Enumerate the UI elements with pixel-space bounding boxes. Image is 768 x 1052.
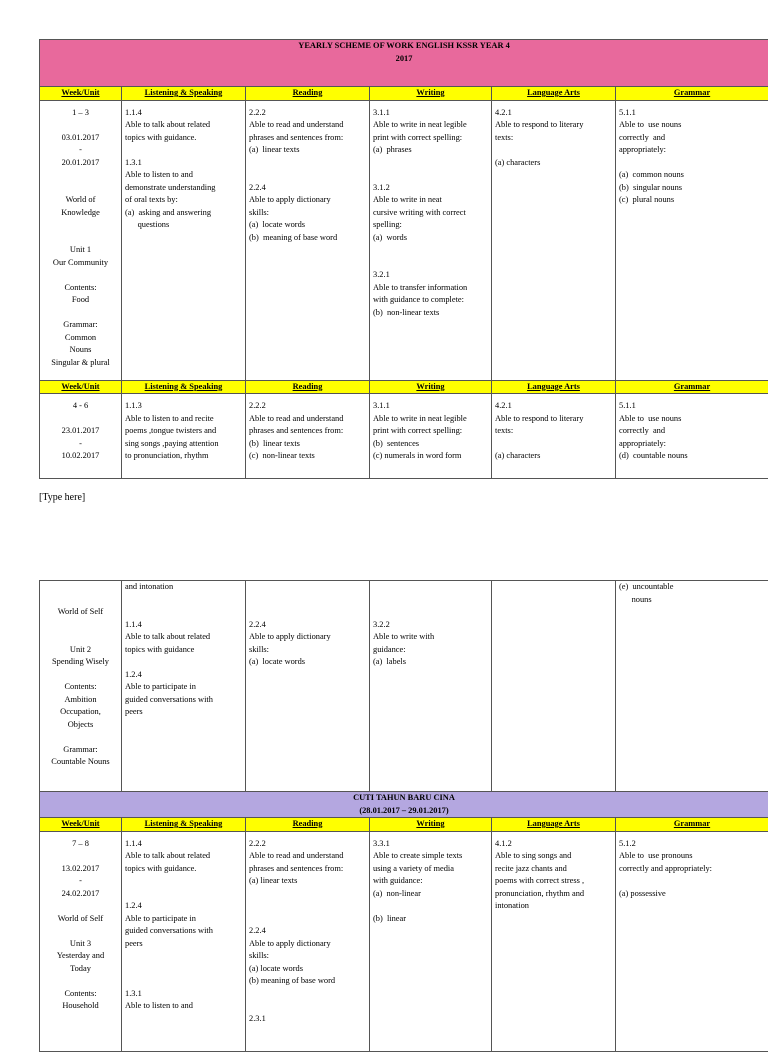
header-writing: Writing — [370, 818, 492, 832]
cell-line: (a) linear texts — [249, 144, 366, 157]
cell-line — [43, 925, 118, 938]
cell-line — [249, 606, 366, 619]
listening-cell — [122, 100, 246, 380]
reading-cell — [246, 831, 370, 1051]
cell-line: Able to talk about related — [125, 631, 242, 644]
cell-line — [43, 269, 118, 282]
cell-line: Able to listen to and — [125, 169, 242, 182]
cell-line: guided conversations with — [125, 694, 242, 707]
cell-line: (d) countable nouns — [619, 450, 765, 463]
cell-line: (a) labels — [373, 656, 488, 669]
cell-line: Grammar: — [43, 319, 118, 332]
cell-line: correctly and appropriately: — [619, 863, 765, 876]
cell-line: 1.1.4 — [125, 838, 242, 851]
cell-line: Able to listen to and recite — [125, 413, 242, 426]
cell-line: print with correct spelling: — [373, 425, 488, 438]
cell-line — [125, 950, 242, 963]
cell-line: correctly and — [619, 132, 765, 145]
cell-line: Contents: — [43, 988, 118, 1001]
cell-line: 3.1.2 — [373, 182, 488, 195]
cell-line: Unit 1 — [43, 244, 118, 257]
cell-line: (c) numerals in word form — [373, 450, 488, 463]
cell-line: 20.01.2017 — [43, 157, 118, 170]
cell-line — [43, 669, 118, 682]
cell-line: 4.2.1 — [495, 400, 612, 413]
cell-line — [249, 581, 366, 594]
header-week: Week/Unit — [40, 818, 122, 832]
cell-line: Grammar: — [43, 744, 118, 757]
header-language-arts: Language Arts — [492, 380, 616, 394]
table-row — [40, 394, 768, 479]
header-language-arts: Language Arts — [492, 818, 616, 832]
cell-line: and intonation — [125, 581, 242, 594]
cell-line — [43, 169, 118, 182]
scheme-table-page1 — [39, 39, 768, 479]
cell-line: (a) common nouns — [619, 169, 765, 182]
cell-line — [249, 888, 366, 901]
cell-line: Ambition — [43, 694, 118, 707]
cell-line: (a) locate words — [249, 219, 366, 232]
cell-line: 3.3.1 — [373, 838, 488, 851]
cell-line — [373, 900, 488, 913]
cell-line — [43, 631, 118, 644]
cell-line: World of Self — [43, 606, 118, 619]
cell-line: poems ,tongue twisters and — [125, 425, 242, 438]
header-reading: Reading — [246, 87, 370, 101]
cell-line: 4 - 6 — [43, 400, 118, 413]
title-year: 2017 — [43, 53, 765, 66]
holiday-row — [40, 792, 768, 818]
cell-line: nouns — [619, 594, 765, 607]
cell-line: (a) locate words — [249, 963, 366, 976]
cell-line: (a) possessive — [619, 888, 765, 901]
cell-line: texts: — [495, 132, 612, 145]
cell-line — [249, 594, 366, 607]
cell-line: World of — [43, 194, 118, 207]
cell-line: peers — [125, 938, 242, 951]
cell-line: Singular & plural — [43, 357, 118, 370]
cell-line: Able to write in neat legible — [373, 119, 488, 132]
holiday-dates: (28.01.2017 – 29.01.2017) — [43, 805, 765, 818]
cell-line: 2.2.4 — [249, 182, 366, 195]
cell-line — [43, 850, 118, 863]
cell-line — [249, 988, 366, 1001]
cell-line — [373, 244, 488, 257]
table-row — [40, 831, 768, 1051]
grammar-cell — [616, 831, 768, 1051]
cell-line: Contents: — [43, 282, 118, 295]
cell-line: appropriately: — [619, 438, 765, 451]
cell-line: 1.3.1 — [125, 988, 242, 1001]
week-cell — [40, 100, 122, 380]
header-listening: Listening & Speaking — [122, 87, 246, 101]
cell-line: spelling: — [373, 219, 488, 232]
cell-line: phrases and sentences from: — [249, 425, 366, 438]
cell-line: - — [43, 875, 118, 888]
cell-line: Able to participate in — [125, 913, 242, 926]
cell-line: Occupation, — [43, 706, 118, 719]
cell-line — [495, 581, 612, 594]
cell-line: (c) plural nouns — [619, 194, 765, 207]
cell-line — [249, 900, 366, 913]
cell-line: correctly and — [619, 425, 765, 438]
cell-line — [125, 606, 242, 619]
cell-line: Our Community — [43, 257, 118, 270]
cell-line — [249, 913, 366, 926]
cell-line: (b) sentences — [373, 438, 488, 451]
cell-line: Today — [43, 963, 118, 976]
cell-line: Food — [43, 294, 118, 307]
cell-line — [43, 119, 118, 132]
cell-line: 1.1.4 — [125, 107, 242, 120]
grammar-cell — [616, 100, 768, 380]
cell-line: 1.1.3 — [125, 400, 242, 413]
cell-line: - — [43, 438, 118, 451]
writing-cell — [370, 394, 492, 479]
cell-line: (b) meaning of base word — [249, 975, 366, 988]
cell-line: 1.2.4 — [125, 669, 242, 682]
cell-line — [125, 888, 242, 901]
cell-line: 2.2.4 — [249, 925, 366, 938]
cell-line: questions — [125, 219, 242, 232]
cell-line — [619, 157, 765, 170]
header-row — [40, 380, 768, 394]
cell-line: Able to use nouns — [619, 413, 765, 426]
holiday-title: CUTI TAHUN BARU CINA — [43, 792, 765, 805]
cell-line: (c) non-linear texts — [249, 450, 366, 463]
page-footer: [Type here] — [39, 492, 85, 503]
cell-line: Unit 2 — [43, 644, 118, 657]
cell-line: guided conversations with — [125, 925, 242, 938]
cell-line: Able to read and understand — [249, 850, 366, 863]
cell-line — [619, 875, 765, 888]
cell-line: Able to apply dictionary — [249, 194, 366, 207]
holiday-cell — [40, 792, 768, 818]
header-writing: Writing — [370, 380, 492, 394]
writing-cell — [370, 581, 492, 792]
cell-line: print with correct spelling: — [373, 132, 488, 145]
cell-line: Able to talk about related — [125, 119, 242, 132]
language-arts-cell — [492, 394, 616, 479]
cell-line — [373, 581, 488, 594]
cell-line — [495, 438, 612, 451]
cell-line: skills: — [249, 644, 366, 657]
cell-line — [43, 594, 118, 607]
cell-line: 2.2.2 — [249, 107, 366, 120]
cell-line: guidance: — [373, 644, 488, 657]
cell-line: - — [43, 144, 118, 157]
header-listening: Listening & Speaking — [122, 380, 246, 394]
cell-line — [373, 157, 488, 170]
cell-line: 4.1.2 — [495, 838, 612, 851]
cell-line: of oral texts by: — [125, 194, 242, 207]
cell-line: with guidance to complete: — [373, 294, 488, 307]
cell-line: (e) uncountable — [619, 581, 765, 594]
cell-line — [373, 169, 488, 182]
cell-line: 2.2.2 — [249, 838, 366, 851]
cell-line — [43, 975, 118, 988]
cell-line: Able to use nouns — [619, 119, 765, 132]
header-grammar: Grammar — [616, 818, 768, 832]
cell-line: using a variety of media — [373, 863, 488, 876]
cell-line: 7 – 8 — [43, 838, 118, 851]
header-language-arts: Language Arts — [492, 87, 616, 101]
cell-line — [373, 606, 488, 619]
header-listening: Listening & Speaking — [122, 818, 246, 832]
cell-line: (a) non-linear — [373, 888, 488, 901]
cell-line: 1.1.4 — [125, 619, 242, 632]
cell-line: Able to write in neat legible — [373, 413, 488, 426]
title-text: YEARLY SCHEME OF WORK ENGLISH KSSR YEAR 4 — [43, 40, 765, 53]
cell-line: (b) linear texts — [249, 438, 366, 451]
cell-line: poems with correct stress , — [495, 875, 612, 888]
cell-line: 3.2.1 — [373, 269, 488, 282]
cell-line: Knowledge — [43, 207, 118, 220]
header-writing: Writing — [370, 87, 492, 101]
cell-line: 3.1.1 — [373, 107, 488, 120]
cell-line: (b) non-linear texts — [373, 307, 488, 320]
cell-line: Able to create simple texts — [373, 850, 488, 863]
cell-line: with guidance: — [373, 875, 488, 888]
cell-line — [43, 182, 118, 195]
cell-line — [125, 963, 242, 976]
header-row — [40, 87, 768, 101]
document-title — [40, 40, 768, 87]
header-row — [40, 818, 768, 832]
cell-line — [125, 656, 242, 669]
cell-line: skills: — [249, 207, 366, 220]
cell-line: 24.02.2017 — [43, 888, 118, 901]
cell-line: Able to listen to and — [125, 1000, 242, 1013]
language-arts-cell — [492, 100, 616, 380]
cell-line — [249, 157, 366, 170]
cell-line: (a) phrases — [373, 144, 488, 157]
cell-line: sing songs ,paying attention — [125, 438, 242, 451]
cell-line: Nouns — [43, 344, 118, 357]
cell-line — [125, 144, 242, 157]
week-cell — [40, 831, 122, 1051]
scheme-table-page2 — [39, 580, 768, 1052]
reading-cell — [246, 394, 370, 479]
writing-cell — [370, 831, 492, 1051]
cell-line — [373, 257, 488, 270]
cell-line: 2.2.2 — [249, 400, 366, 413]
cell-line — [43, 900, 118, 913]
cell-line: 13.02.2017 — [43, 863, 118, 876]
cell-line: 1 – 3 — [43, 107, 118, 120]
cell-line: Able to participate in — [125, 681, 242, 694]
cell-line: 03.01.2017 — [43, 132, 118, 145]
cell-line — [125, 594, 242, 607]
cell-line: pronunciation, rhythm and — [495, 888, 612, 901]
cell-line: 2.2.4 — [249, 619, 366, 632]
cell-line: peers — [125, 706, 242, 719]
table-row — [40, 581, 768, 792]
cell-line: Able to transfer information — [373, 282, 488, 295]
cell-line: Able to read and understand — [249, 413, 366, 426]
week-cell — [40, 394, 122, 479]
cell-line: World of Self — [43, 913, 118, 926]
header-reading: Reading — [246, 380, 370, 394]
cell-line — [43, 731, 118, 744]
listening-cell — [122, 394, 246, 479]
listening-cell — [122, 581, 246, 792]
cell-line: (b) linear — [373, 913, 488, 926]
cell-line — [43, 581, 118, 594]
cell-line — [43, 219, 118, 232]
cell-line: phrases and sentences from: — [249, 863, 366, 876]
cell-line: Countable Nouns — [43, 756, 118, 769]
cell-line: Able to respond to literary — [495, 119, 612, 132]
cell-line: Able to use pronouns — [619, 850, 765, 863]
cell-line: 4.2.1 — [495, 107, 612, 120]
cell-line — [249, 169, 366, 182]
cell-line: (a) locate words — [249, 656, 366, 669]
cell-line: (a) asking and answering — [125, 207, 242, 220]
cell-line: 1.3.1 — [125, 157, 242, 170]
header-reading: Reading — [246, 818, 370, 832]
cell-line: Yesterday and — [43, 950, 118, 963]
cell-line: 2.3.1 — [249, 1013, 366, 1026]
table-row — [40, 100, 768, 380]
cell-line: skills: — [249, 950, 366, 963]
cell-line — [43, 413, 118, 426]
cell-line: demonstrate understanding — [125, 182, 242, 195]
cell-line: 23.01.2017 — [43, 425, 118, 438]
cell-line: topics with guidance. — [125, 132, 242, 145]
writing-cell — [370, 100, 492, 380]
cell-line: 10.02.2017 — [43, 450, 118, 463]
cell-line: Able to apply dictionary — [249, 938, 366, 951]
header-grammar: Grammar — [616, 87, 768, 101]
cell-line: Contents: — [43, 681, 118, 694]
grammar-cell — [616, 581, 768, 792]
cell-line: 5.1.2 — [619, 838, 765, 851]
cell-line: intonation — [495, 900, 612, 913]
header-week: Week/Unit — [40, 87, 122, 101]
cell-line: topics with guidance — [125, 644, 242, 657]
listening-cell — [122, 831, 246, 1051]
cell-line — [373, 594, 488, 607]
cell-line: (a) linear texts — [249, 875, 366, 888]
header-grammar: Grammar — [616, 380, 768, 394]
cell-line — [125, 875, 242, 888]
cell-line: 5.1.1 — [619, 400, 765, 413]
cell-line: (a) words — [373, 232, 488, 245]
cell-line: phrases and sentences from: — [249, 132, 366, 145]
cell-line: cursive writing with correct — [373, 207, 488, 220]
cell-line — [43, 307, 118, 320]
cell-line: Unit 3 — [43, 938, 118, 951]
cell-line: texts: — [495, 425, 612, 438]
reading-cell — [246, 100, 370, 380]
cell-line: Common — [43, 332, 118, 345]
cell-line: (b) singular nouns — [619, 182, 765, 195]
cell-line: Able to read and understand — [249, 119, 366, 132]
cell-line: recite jazz chants and — [495, 863, 612, 876]
grammar-cell — [616, 394, 768, 479]
cell-line: Able to write with — [373, 631, 488, 644]
language-arts-cell — [492, 831, 616, 1051]
cell-line: (a) characters — [495, 450, 612, 463]
cell-line — [43, 619, 118, 632]
cell-line: topics with guidance. — [125, 863, 242, 876]
cell-line: Able to apply dictionary — [249, 631, 366, 644]
cell-line: 3.2.2 — [373, 619, 488, 632]
cell-line: Able to respond to literary — [495, 413, 612, 426]
cell-line: Spending Wisely — [43, 656, 118, 669]
cell-line: Able to write in neat — [373, 194, 488, 207]
language-arts-cell — [492, 581, 616, 792]
header-week: Week/Unit — [40, 380, 122, 394]
cell-line — [495, 144, 612, 157]
cell-line — [249, 1000, 366, 1013]
cell-line: Able to sing songs and — [495, 850, 612, 863]
cell-line: (b) meaning of base word — [249, 232, 366, 245]
cell-line: 3.1.1 — [373, 400, 488, 413]
cell-line: Household — [43, 1000, 118, 1013]
cell-line: Able to talk about related — [125, 850, 242, 863]
week-cell — [40, 581, 122, 792]
cell-line: Objects — [43, 719, 118, 732]
cell-line: (a) characters — [495, 157, 612, 170]
cell-line: 5.1.1 — [619, 107, 765, 120]
cell-line — [43, 232, 118, 245]
reading-cell — [246, 581, 370, 792]
cell-line: appropriately: — [619, 144, 765, 157]
cell-line: 1.2.4 — [125, 900, 242, 913]
cell-line — [125, 975, 242, 988]
cell-line: to pronunciation, rhythm — [125, 450, 242, 463]
